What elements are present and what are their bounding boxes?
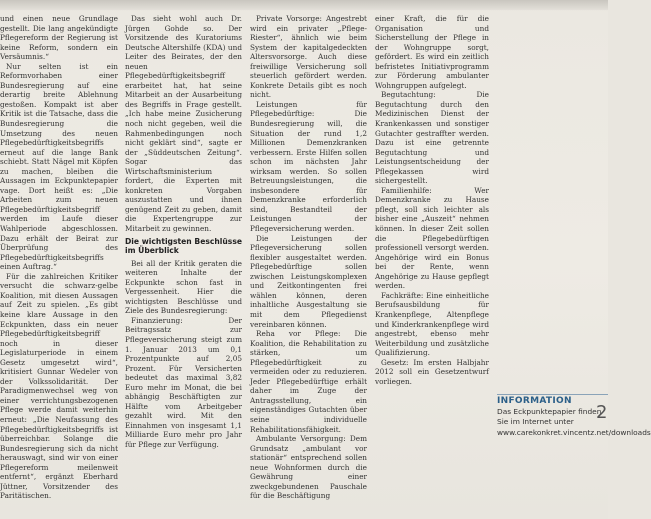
information-box	[497, 390, 651, 438]
paragraph: Ambulante Versorgung: Dem Grundsatz „ambulant vor stationär“ entsprechend sollen neue Wohnformen durch die Gewährung einer zweckgebundenen Pauschale für die Beschäftigung	[250, 434, 367, 501]
paragraph: Private Vorsorge: Angestrebt wird ein privater „Pflege-Riester“, ähnlich wie beim System der kapitalgedeckten Altersvorsorge. Auch diese freiwillige Versicherung soll steuerlich gefördert werden. Konkrete Details gibt es noch nicht.	[250, 14, 367, 100]
paragraph: Reha vor Pflege: Die Koalition, die Rehabilitation zu stärken, um Pflegebedürftigkeit zu vermeiden oder zu reduzieren. Jeder Pflegebedürftige erhält daher im Zuge der Antragsstellung, ein eigenständiges Gutachten über seine individuelle Rehabilitationsfähigkeit.	[250, 329, 367, 434]
paragraph: Begutachtung: Die Begutachtung durch den Medizinischen Dienst der Krankenkassen und sonstiger Gutachter gestraffter werden. Dazu ist eine getrennte Begutachtung und Leistungsentscheidung der Pflegekassen wird sichergestellt.	[375, 90, 489, 186]
paragraph: Das sieht wohl auch Dr. Jürgen Gohde so. Der Vorsitzende des Kuratoriums Deutsche Altershilfe (KDA) und Leiter des Beirates, der den neuen Pflegebedürftigkeitsbegriff erarbeitet hat, hat seine Mitarbeit an der Ausarbeitung des Begriffs in Frage gestellt. „Ich habe meine Zusicherung noch nicht gegeben, weil die Rahmenbedingungen noch nicht geklärt sind“, sagte er der „Süddeutschen Zeitung“. Sogar das Wirtschaftsministerium fordert, die Experten mit konkreten Vorgaben auszustatten und ihnen genügend Zeit zu geben, damit die Expertengruppe zur Mitarbeit zu gewinnen.	[125, 14, 242, 234]
paragraph: Bei all der Kritik geraten die weiteren Inhalte der Eckpunkte schon fast in Vergessenheit. Hier die wichtigsten Beschlüsse und Ziele des Bundesregierung:	[125, 258, 242, 316]
page-number: 2	[596, 402, 608, 423]
paragraph: und einen neue Grundlage gestellt. Die lang angekündigte Pflegereform der Regierung ist keine Reform, sondern ein Versäumnis.“	[0, 14, 118, 62]
paragraph: Familienhilfe: Wer Demenzkranke zu Hause pflegt, soll sich leichter als bisher eine „Auszeit“ nehmen können. In dieser Zeit sollen die Pflegebedürftigen professionell versorgt werden. Angehörige wird ein Bonus bei der Rente, wenn Angehörige zu Hause gepflegt werden.	[375, 185, 489, 291]
paragraph: Leistungen für Pflegebedürftige: Die Bundesregierung will, die Situation der rund 1,2 Millionen Demenzkranken verbessern. Erste Hilfen sollen schon im nächsten Jahr wirksam werden. So sollen Betreuungsleistungen, die insbesondere für Demenzkranke erforderlich sind, Bestandteil der Leistungen der Pflegeversicherung werden.	[250, 99, 367, 234]
column-4	[375, 14, 489, 386]
paragraph: Finanzierung: Der Beitragssatz zur Pflegeversicherung steigt zum 1. Januar 2013 um 0,1 Prozentpunkte auf 2,05 Prozent. Für Versicherten bedeutet das maximal 3,82 Euro mehr im Monat, die bei abhängig Beschäftigten zur Hälfte vom Arbeitgeber gezahlt wird. Mit den Einnahmen von insgesamt 1,1 Milliarde Euro mehr pro Jahr für Pflege zur Verfügung.	[125, 315, 242, 449]
paragraph: Fachkräfte: Eine einheitliche Berufsausbildung für Krankenpflege, Altenpflege und Kinderkrankenpflege wird angestrebt, ebenso mehr Weiterbildung und zusätzliche Qualifizierung.	[375, 290, 489, 358]
column-3	[250, 14, 367, 501]
information-body: Das Eckpunktepapier finden Sie im Internet unter www.carekonkret.vincentz.net/downloads	[497, 406, 651, 437]
paragraph: einer Kraft, die für die Organisation und Sicherstellung der Pflege in der Wohngruppe sorgt, gefördert. Es wird ein zeitlich befristetes Initiativprogramm zur Förderung ambulanter Wohngruppen aufgelegt.	[375, 14, 489, 90]
column-1	[0, 14, 118, 501]
paragraph: Für die zahlreichen Kritiker versucht die schwarz-gelbe Koalition, mit diesen Aussagen auf Zeit zu spielen. „Es gibt keine klare Aussage in den Eckpunkten, dass ein neuer Pflegebedürftigkeitsbegriff noch in dieser Legislaturperiode in einem Gesetz umgesetzt wird“, kritisiert Gunnar Wedeler von der Volkssolidarität. Der Paradigmenwechsel weg von einer verrichtungsbezogenen Pflege werde damit weiterhin erneut: „Die Neufassung des Pflegebedürftigkeitsbegriffs ist überreichbar. Solange die Bundesregierung sich da nicht herauswagt, sind wir von einer Pflegereform meilenweit entfernt“, ergänzt Eberhard Jüttner, Vorsitzender des Paritätischen.	[0, 271, 118, 501]
top-edge-shadow	[0, 0, 608, 10]
information-heading: INFORMATION	[497, 394, 608, 407]
paragraph: Gesetz: Im ersten Halbjahr 2012 soll ein Gesetzentwurf vorliegen.	[375, 357, 489, 386]
column-2	[125, 14, 242, 450]
section-heading: Die wichtigsten Beschlüsse im Überblick	[125, 236, 242, 256]
paragraph: Nur selten ist ein Reformvorhaben einer Bundesregierung auf eine derartig breite Ablehnung gestoßen. Kompakt ist aber Kritik ist die Tatsache, dass die Bundesregierung die Umsetzung des neuen Pflegebedürftigkeitsbegriffs erneut auf die lange Bank schiebt. Statt Nägel mit Köpfen zu machen, bleiben die Aussagen im Eckpunktepapier vage. Dort heißt es: „Die Arbeiten zum neuen Pflegebedürftigkeitsbegriff werden im Laufe dieser Wahlperiode abgeschlossen. Dazu erhält der Beirat zur Überprüfung des Pflegebedürftigkeitsbegriffs einen Auftrag.“	[0, 61, 118, 272]
paragraph: Die Leistungen der Pflegeversicherung sollen flexibler ausgestaltet werden. Pflegebedürftige sollen zwischen Leistungskomplexen und Zeitkontingenten frei wählen können, deren inhaltliche Ausgestaltung sie mit dem Pflegedienst vereinbaren können.	[250, 233, 367, 329]
